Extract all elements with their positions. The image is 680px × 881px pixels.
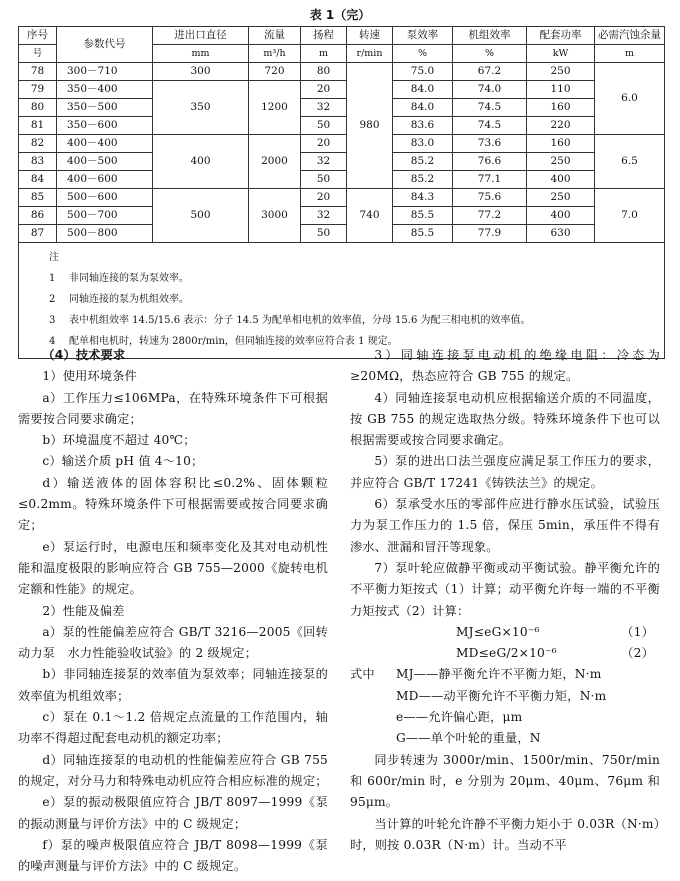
cell-power: 400 [527, 171, 595, 189]
formula-2 [350, 643, 660, 664]
cell-code: 400－500 [57, 153, 153, 171]
note-number: 1 [49, 273, 56, 284]
paragraph: 同步转速为 3000r/min、1500r/min、750r/min 和 600r/min 时，e 分别为 20μm、40μm、76μm 和 95μm。 [350, 752, 660, 810]
paragraph: 6）泵承受水压的零部件应进行静水压试验，试验压力为泵工作压力的 1.5 倍，保压 5min，承压件不得有渗水、泄漏和冒汗等现象。 [350, 497, 660, 554]
formula-text: MD≤eG/2×10⁻⁶ [456, 646, 557, 661]
paragraph: 当计算的叶轮允许静不平衡力矩小于 0.03R（N·m）时，则按 0.03R（N·m）计。当动不平 [350, 816, 660, 852]
cell-code: 350－400 [57, 81, 153, 99]
right-column [350, 345, 660, 856]
note-text: 非同轴连接的泵为泵效率。 [69, 273, 189, 284]
paragraph: e）泵运行时，电源电压和频率变化及其对电动机性能和温度极限的影响应符合 GB 755—2000《旋转电机 定额和性能》的规定。 [18, 539, 341, 597]
cell-diameter: 350 [153, 81, 249, 135]
paragraph: 2）性能及偏差 [42, 603, 125, 618]
formula-number: （1） [621, 624, 654, 639]
cell-power: 160 [527, 135, 595, 153]
paragraph: f）泵的噪声极限值应符合 JB/T 8098—1999《泵的噪声测量与评价方法》中的 C 级规定。 [18, 837, 328, 874]
unit-cell: m³/h [249, 45, 301, 63]
cell-head: 20 [301, 81, 347, 99]
cell-flow: 3000 [249, 189, 301, 243]
cell-pump-eff: 84.0 [393, 99, 453, 117]
cell-npsh: 7.0 [595, 189, 665, 243]
formula-number: （2） [621, 646, 654, 661]
cell-power: 630 [527, 225, 595, 243]
formula-text: MJ≤eG×10⁻⁶ [456, 624, 540, 639]
cell-head: 20 [301, 189, 347, 207]
paragraph: d）同轴连接泵的电动机的性能偏差应符合 GB 755 的规定，对分马力和特殊电动机应符合相应标准的规定； [18, 752, 328, 788]
table-row [19, 171, 665, 189]
cell-code: 500－600 [57, 189, 153, 207]
header-cell: 配套功率 [527, 27, 595, 45]
cell-pump-eff: 84.3 [393, 189, 453, 207]
unit-cell: % [453, 45, 527, 63]
cell-no: 80 [19, 99, 57, 117]
definition: e——允许偏心距，μm [396, 710, 523, 725]
cell-no: 87 [19, 225, 57, 243]
table-row [19, 189, 665, 207]
table-row [19, 153, 665, 171]
cell-pump-eff: 75.0 [393, 63, 453, 81]
cell-pump-eff: 83.6 [393, 117, 453, 135]
note-item [49, 289, 656, 310]
cell-code: 300－710 [57, 63, 153, 81]
cell-flow: 720 [249, 63, 301, 81]
note-number: 3 [49, 315, 56, 326]
cell-pump-eff: 85.5 [393, 225, 453, 243]
cell-npsh: 6.0 [595, 63, 665, 135]
note-text: 同轴连接的泵为机组效率。 [69, 294, 189, 305]
cell-unit-eff: 67.2 [453, 63, 527, 81]
cell-unit-eff: 74.5 [453, 99, 527, 117]
header-cell: 泵效率 [393, 27, 453, 45]
cell-power: 110 [527, 81, 595, 99]
cell-unit-eff: 74.0 [453, 81, 527, 99]
paragraph: 7）泵叶轮应做静平衡或动平衡试验。静平衡允许的不平衡力矩按式（1）计算；动平衡允许每一端的不平衡力矩按式（2）计算： [350, 560, 660, 618]
section-heading: （4）技术要求 [42, 348, 126, 362]
cell-pump-eff: 85.2 [393, 153, 453, 171]
paragraph: b）非同轴连接泵的效率值为泵效率；同轴连接泵的效率值为机组效率； [18, 667, 328, 703]
header-cell: 流量 [249, 27, 301, 45]
definition: MD——动平衡允许不平衡力矩，N·m [396, 688, 607, 703]
unit-cell: m [595, 45, 665, 63]
unit-cell: % [393, 45, 453, 63]
cell-pump-eff: 85.5 [393, 207, 453, 225]
cell-code: 500－700 [57, 207, 153, 225]
paragraph: 4）同轴连接泵电动机应根据输送介质的不同温度，按 GB 755 的规定选取热分级。特殊环境条件下也可以根据需要或按合同要求确定。 [350, 390, 660, 448]
cell-pump-eff: 83.0 [393, 135, 453, 153]
cell-head: 32 [301, 207, 347, 225]
cell-head: 80 [301, 63, 347, 81]
cell-power: 250 [527, 153, 595, 171]
unit-cell: m [301, 45, 347, 63]
header-cell: 必需汽蚀余量 [595, 27, 665, 45]
table-row [19, 135, 665, 153]
cell-code: 350－600 [57, 117, 153, 135]
cell-head: 50 [301, 171, 347, 189]
note-text: 表中机组效率 14.5/15.6 表示：分子 14.5 为配单相电机的效率值，分母 15.6 为配三相电机的效率值。 [69, 315, 531, 326]
cell-no: 82 [19, 135, 57, 153]
paragraph: b）环境温度不超过 40℃； [42, 433, 196, 448]
header-cell: 转速 [347, 27, 393, 45]
header-cell: 扬程 [301, 27, 347, 45]
unit-cell: kW [527, 45, 595, 63]
table-row [19, 81, 665, 99]
paragraph: e）泵的振动极限值应符合 JB/T 8097—1999《泵的振动测量与评价方法》中的 C 级规定； [18, 795, 328, 831]
table-row [19, 207, 665, 225]
cell-code: 350－500 [57, 99, 153, 117]
header-cell: 进出口直径 [153, 27, 249, 45]
paragraph: c）输送介质 pH 值 4～10； [42, 454, 204, 469]
cell-code: 500－800 [57, 225, 153, 243]
note-item [49, 310, 656, 331]
cell-no: 84 [19, 171, 57, 189]
cell-unit-eff: 75.6 [453, 189, 527, 207]
header-cell: 参数代号 [57, 27, 153, 63]
cell-power: 160 [527, 99, 595, 117]
paragraph: 5）泵的进出口法兰强度应满足泵工作压力的要求，并应符合 GB/T 17241《铸铁法兰》的规定。 [350, 454, 660, 490]
cell-no: 83 [19, 153, 57, 171]
cell-head: 20 [301, 135, 347, 153]
note-number: 2 [49, 294, 56, 305]
cell-power: 250 [527, 189, 595, 207]
unit-cell: 号 [19, 45, 57, 63]
cell-no: 81 [19, 117, 57, 135]
note-number: 4 [49, 336, 56, 347]
cell-power: 220 [527, 117, 595, 135]
table-notes-row [19, 243, 665, 359]
paragraph: 1）使用环境条件 [42, 369, 138, 384]
cell-unit-eff: 77.1 [453, 171, 527, 189]
table-row [19, 99, 665, 117]
cell-power: 250 [527, 63, 595, 81]
table-row [19, 225, 665, 243]
cell-no: 79 [19, 81, 57, 99]
cell-flow: 2000 [249, 135, 301, 189]
cell-head: 50 [301, 225, 347, 243]
cell-npsh: 6.5 [595, 135, 665, 189]
definition: G——单个叶轮的重量，N [396, 731, 541, 746]
cell-speed: 740 [347, 189, 393, 243]
cell-unit-eff: 76.6 [453, 153, 527, 171]
cell-unit-eff: 74.5 [453, 117, 527, 135]
cell-head: 32 [301, 153, 347, 171]
paragraph: 3）同轴连接泵电动机的绝缘电阻：冷态为≥20MΩ，热态应符合 GB 755 的规定。 [350, 348, 660, 384]
cell-speed: 980 [347, 63, 393, 189]
cell-code: 400－600 [57, 171, 153, 189]
table-caption: 表 1（完） [309, 8, 371, 22]
left-column [18, 345, 341, 877]
cell-power: 400 [527, 207, 595, 225]
table-notes [19, 243, 665, 359]
paragraph: a）泵的性能偏差应符合 GB/T 3216—2005《回转动力泵 水力性能验收试验》的 2 级规定； [18, 624, 328, 661]
notes-title: 注 [49, 252, 59, 263]
cell-pump-eff: 84.0 [393, 81, 453, 99]
table-header-row [19, 27, 665, 45]
cell-no: 86 [19, 207, 57, 225]
paragraph: a）工作压力≤106MPa，在特殊环境条件下可根据需要按合同要求确定； [18, 390, 328, 426]
unit-cell: r/min [347, 45, 393, 63]
cell-unit-eff: 77.2 [453, 207, 527, 225]
note-item [49, 268, 656, 289]
formula-1 [350, 622, 660, 643]
table-row [19, 117, 665, 135]
table-row [19, 63, 665, 81]
definition: MJ——静平衡允许不平衡力矩，N·m [396, 667, 602, 682]
cell-no: 85 [19, 189, 57, 207]
cell-unit-eff: 77.9 [453, 225, 527, 243]
cell-diameter: 500 [153, 189, 249, 243]
header-cell: 机组效率 [453, 27, 527, 45]
cell-flow: 1200 [249, 81, 301, 135]
pump-parameter-table [18, 26, 665, 359]
note-text: 配单相电机时，转速为 2800r/min，但同轴连接的效率应符合表 1 规定。 [69, 336, 398, 347]
paragraph: c）泵在 0.1～1.2 倍规定点流量的工作范围内，轴功率不得超过配套电动机的额定功率； [18, 710, 328, 746]
header-cell: 序号 [19, 27, 57, 45]
cell-code: 400－400 [57, 135, 153, 153]
definitions-head: 式中 [350, 667, 375, 682]
cell-unit-eff: 73.6 [453, 135, 527, 153]
cell-diameter: 300 [153, 63, 249, 81]
cell-no: 78 [19, 63, 57, 81]
cell-head: 50 [301, 117, 347, 135]
cell-head: 32 [301, 99, 347, 117]
paragraph: d）输送液体的固体容积比≤0.2%、固体颗粒≤0.2mm。特殊环境条件下可根据需要或按合同要求确定； [18, 475, 328, 533]
cell-pump-eff: 85.2 [393, 171, 453, 189]
cell-diameter: 400 [153, 135, 249, 189]
unit-cell: mm [153, 45, 249, 63]
